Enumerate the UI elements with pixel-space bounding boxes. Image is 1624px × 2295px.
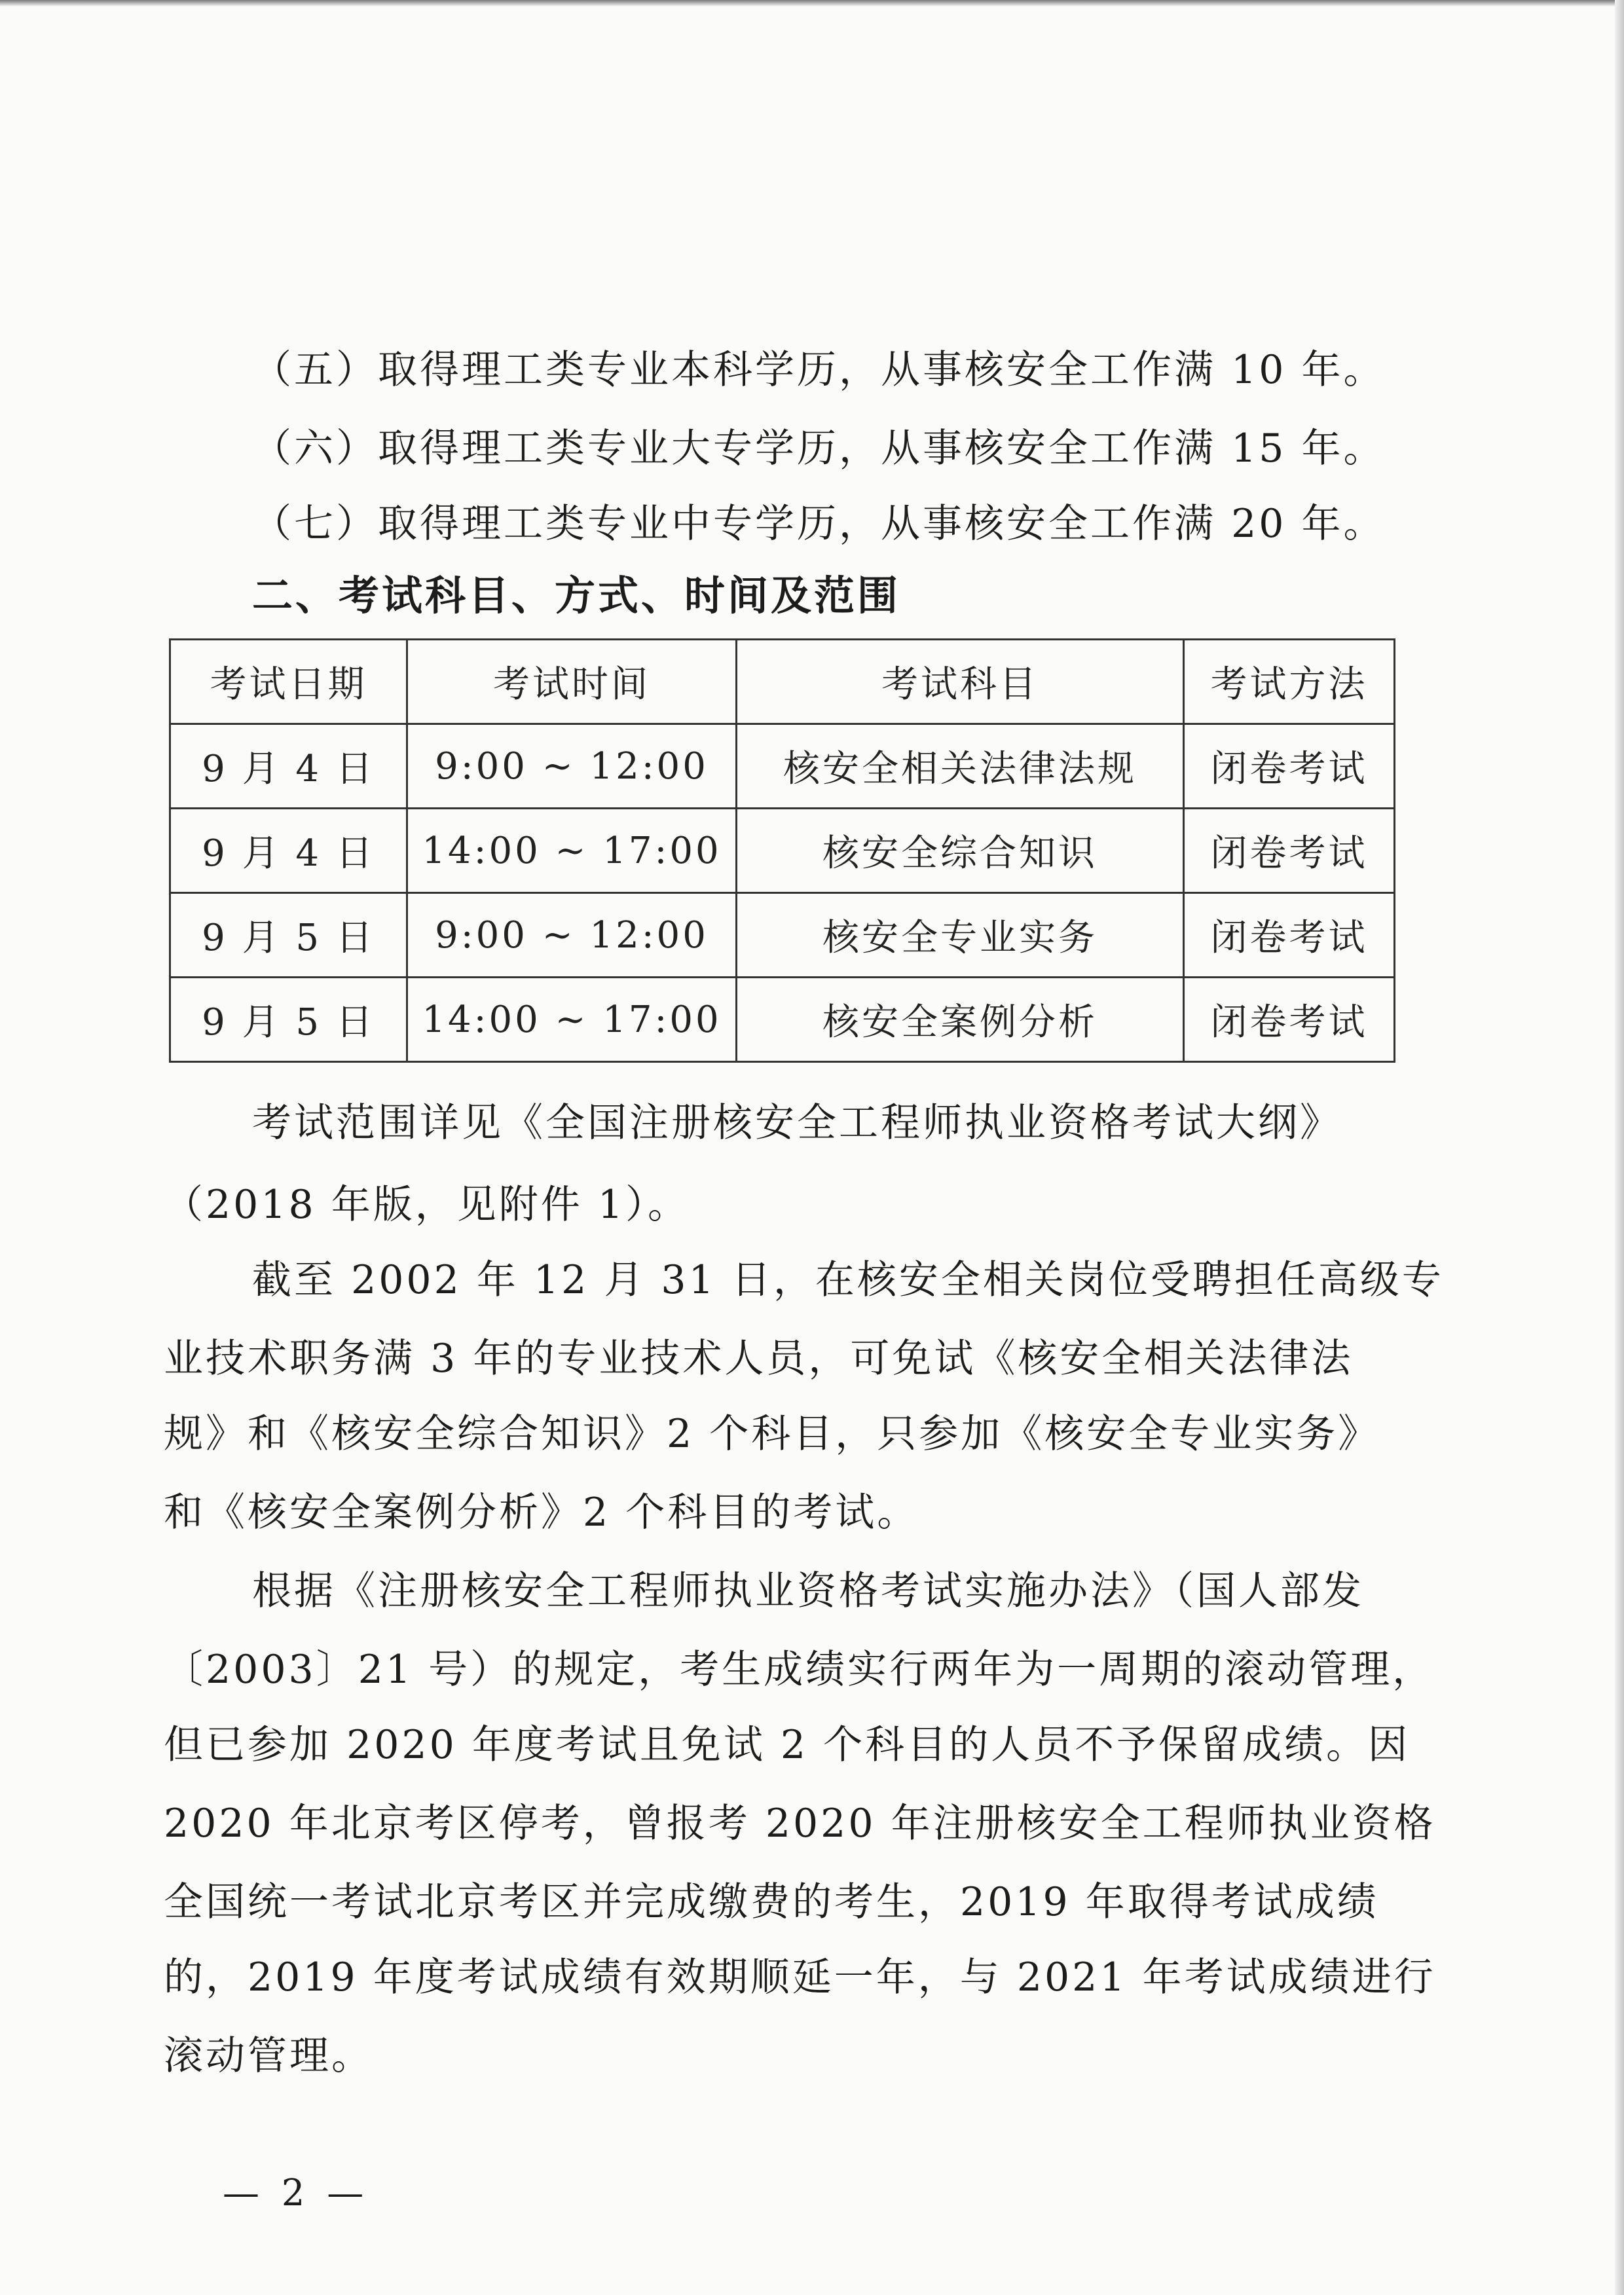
cell-subject: 核安全案例分析 — [737, 978, 1184, 1062]
header-exam-method: 考试方法 — [1184, 640, 1395, 724]
paragraph-line: 考试范围详见《全国注册核安全工程师执业资格考试大纲》 — [252, 1100, 1342, 1146]
cell-method: 闭卷考试 — [1184, 978, 1395, 1062]
cell-time: 9:00 ~ 12:00 — [407, 724, 737, 809]
paragraph-line: 规》和《核安全综合知识》2 个科目，只参加《核安全专业实务》 — [164, 1411, 1380, 1457]
cell-subject: 核安全相关法律法规 — [737, 724, 1184, 809]
cell-method: 闭卷考试 — [1184, 809, 1395, 893]
table-row — [170, 893, 1395, 978]
condition-7: （七）取得理工类专业中专学历，从事核安全工作满 20 年。 — [252, 501, 1386, 547]
table-row — [170, 978, 1395, 1062]
cell-date: 9 月 4 日 — [170, 809, 407, 893]
page-number: — 2 — — [223, 2172, 369, 2214]
cell-subject: 核安全综合知识 — [737, 809, 1184, 893]
paragraph-line: 〔2003〕21 号）的规定，考生成绩实行两年为一周期的滚动管理， — [164, 1647, 1435, 1693]
paragraph-line: 全国统一考试北京考区并完成缴费的考生，2019 年取得考试成绩 — [164, 1879, 1379, 1925]
paragraph-line: 根据《注册核安全工程师执业资格考试实施办法》（国人部发 — [252, 1568, 1364, 1614]
cell-time: 14:00 ~ 17:00 — [407, 809, 737, 893]
cell-date: 9 月 5 日 — [170, 893, 407, 978]
cell-time: 9:00 ~ 12:00 — [407, 893, 737, 978]
section-heading: 二、考试科目、方式、时间及范围 — [252, 572, 901, 619]
cell-time: 14:00 ~ 17:00 — [407, 978, 737, 1062]
paragraph-line: 但已参加 2020 年度考试且免试 2 个科目的人员不予保留成绩。因 — [164, 1722, 1411, 1768]
cell-date: 9 月 5 日 — [170, 978, 407, 1062]
paragraph-line: 业技术职务满 3 年的专业技术人员，可免试《核安全相关法律法 — [164, 1336, 1354, 1382]
cell-method: 闭卷考试 — [1184, 893, 1395, 978]
paragraph-line: 滚动管理。 — [164, 2033, 373, 2079]
condition-6: （六）取得理工类专业大专学历，从事核安全工作满 15 年。 — [252, 426, 1386, 471]
table-row — [170, 809, 1395, 893]
condition-5: （五）取得理工类专业本科学历，从事核安全工作满 10 年。 — [252, 347, 1386, 393]
exam-schedule-table — [169, 638, 1395, 1063]
paragraph-line: （2018 年版，见附件 1）。 — [164, 1182, 690, 1228]
paragraph-line: 2020 年北京考区停考，曾报考 2020 年注册核安全工程师执业资格 — [164, 1801, 1436, 1846]
paragraph-line: 截至 2002 年 12 月 31 日，在核安全相关岗位受聘担任高级专 — [252, 1257, 1444, 1303]
header-exam-time: 考试时间 — [407, 640, 737, 724]
table-header-row — [170, 640, 1395, 724]
cell-method: 闭卷考试 — [1184, 724, 1395, 809]
paragraph-line: 的，2019 年度考试成绩有效期顺延一年，与 2021 年考试成绩进行 — [164, 1955, 1436, 2000]
header-exam-subject: 考试科目 — [737, 640, 1184, 724]
cell-subject: 核安全专业实务 — [737, 893, 1184, 978]
header-exam-date: 考试日期 — [170, 640, 407, 724]
table-row — [170, 724, 1395, 809]
scan-shadow-right — [1615, 0, 1624, 2295]
paragraph-line: 和《核安全案例分析》2 个科目的考试。 — [164, 1490, 919, 1535]
scan-shadow-top — [0, 0, 1624, 7]
cell-date: 9 月 4 日 — [170, 724, 407, 809]
